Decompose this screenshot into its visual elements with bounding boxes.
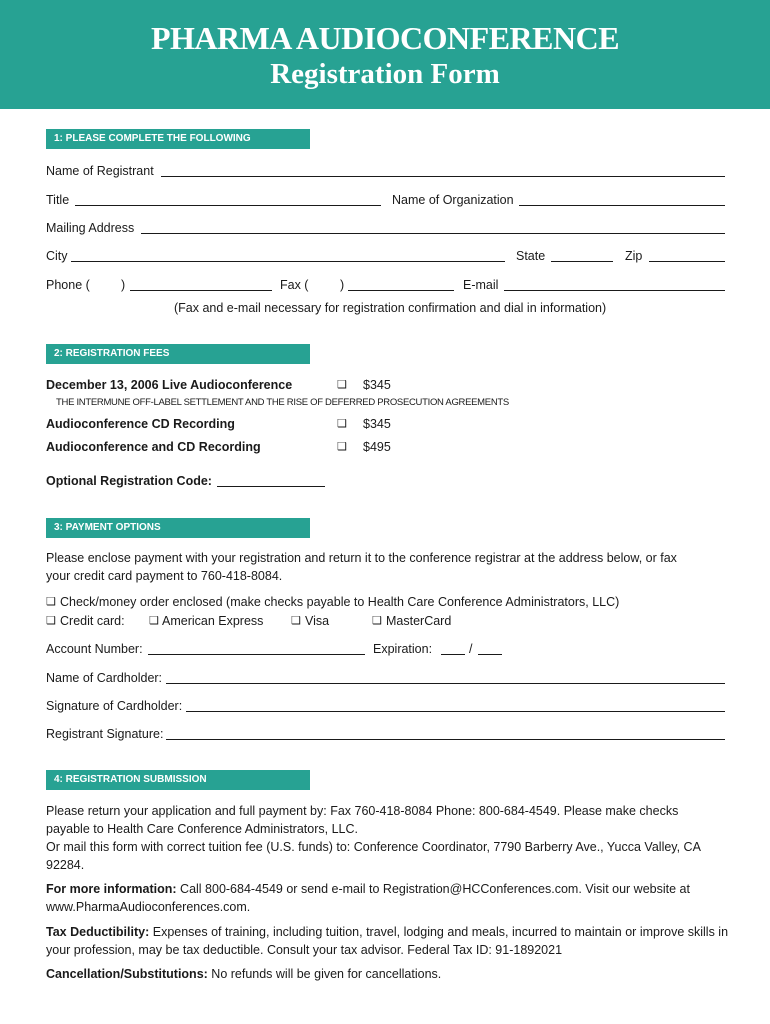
mastercard-checkbox[interactable]: ❑ [372, 615, 382, 627]
registrant-signature-field[interactable] [166, 739, 725, 740]
credit-card-checkbox[interactable]: ❑ [46, 615, 56, 627]
section-2-heading: 2: REGISTRATION FEES [46, 344, 310, 364]
cancellation-label: Cancellation/Substitutions: [46, 967, 208, 981]
tax-label: Tax Deductibility: [46, 925, 150, 939]
title-label: Title [46, 193, 70, 207]
cardholder-name-field[interactable] [166, 683, 725, 684]
fax-label: Fax ( [280, 278, 309, 292]
email-field[interactable] [504, 290, 725, 291]
payment-intro-line-2: your credit card payment to 760-418-8084. [46, 569, 283, 583]
cancellation-line [46, 967, 441, 982]
live-audioconference-label: December 13, 2006 Live Audioconference [46, 378, 293, 392]
more-info-text: Call 800-684-4549 or send e-mail to Registration@HCConferences.com. Visit our website at [176, 882, 690, 896]
audioconference-and-cd-label: Audioconference and CD Recording [46, 440, 261, 454]
submission-line-4: 92284. [46, 858, 85, 872]
visa-label: Visa [305, 614, 330, 628]
cd-recording-label: Audioconference CD Recording [46, 417, 235, 431]
cancellation-text: No refunds will be given for cancellations. [207, 967, 442, 981]
more-info-line-1 [46, 882, 690, 897]
live-audioconference-checkbox[interactable]: ❑ [337, 379, 347, 391]
organization-field[interactable] [519, 205, 725, 206]
city-field[interactable] [71, 261, 505, 262]
cardholder-signature-label: Signature of Cardholder: [46, 699, 183, 713]
audioconference-and-cd-checkbox[interactable]: ❑ [337, 441, 347, 453]
state-field[interactable] [551, 261, 613, 262]
submission-line-3: Or mail this form with correct tuition fee (U.S. funds) to: Conference Coordinator, 7790 Barberry Ave., Yucca Valley, CA [46, 840, 701, 854]
registrant-signature-label: Registrant Signature: [46, 727, 164, 741]
tax-line-2: your profession, may be tax deductible. Consult your tax advisor. Federal Tax ID: 91-1892021 [46, 943, 563, 957]
state-label: State [516, 249, 546, 263]
cardholder-signature-field[interactable] [186, 711, 725, 712]
live-audioconference-price: $345 [363, 378, 391, 392]
registration-code-field[interactable] [217, 486, 325, 487]
form-subtitle: Registration Form [270, 58, 500, 90]
conference-topic: THE INTERMUNE OFF-LABEL SETTLEMENT AND THE RISE OF DEFERRED PROSECUTION AGREEMENTS [56, 397, 509, 408]
credit-card-label: Credit card: [60, 614, 125, 628]
city-label: City [46, 249, 68, 263]
organization-label: Name of Organization [392, 193, 514, 207]
phone-field[interactable] [130, 290, 272, 291]
email-label: E-mail [463, 278, 499, 292]
name-of-registrant-field[interactable] [161, 176, 725, 177]
contact-note: (Fax and e-mail necessary for registration confirmation and dial in information) [174, 301, 607, 315]
section-3-heading: 3: PAYMENT OPTIONS [46, 518, 310, 538]
registration-code-label: Optional Registration Code: [46, 474, 212, 488]
payment-intro-line-1: Please enclose payment with your registration and return it to the conference registrar at the address below, or fax [46, 551, 677, 565]
fax-field[interactable] [348, 290, 454, 291]
mailing-address-field[interactable] [141, 233, 725, 234]
amex-label: American Express [162, 614, 264, 628]
more-info-label: For more information: [46, 882, 177, 896]
visa-checkbox[interactable]: ❑ [291, 615, 301, 627]
tax-line-1 [46, 925, 728, 940]
section-4-heading: 4: REGISTRATION SUBMISSION [46, 770, 310, 790]
form-title: PHARMA AUDIOCONFERENCE [150, 20, 620, 56]
title-field[interactable] [75, 205, 381, 206]
expiration-year-field[interactable] [478, 654, 502, 655]
cd-recording-price: $345 [363, 417, 391, 431]
name-of-registrant-label: Name of Registrant [46, 164, 154, 178]
expiration-label: Expiration: [373, 642, 433, 656]
account-number-label: Account Number: [46, 642, 143, 656]
phone-close-paren: ) [121, 278, 126, 292]
submission-line-1: Please return your application and full payment by: Fax 760-418-8084 Phone: 800-684-4549. Please make checks [46, 804, 679, 818]
phone-label: Phone ( [46, 278, 90, 292]
check-money-order-checkbox[interactable]: ❑ [46, 596, 56, 608]
audioconference-and-cd-price: $495 [363, 440, 391, 454]
cardholder-name-label: Name of Cardholder: [46, 671, 163, 685]
mastercard-label: MasterCard [386, 614, 452, 628]
section-1-heading: 1: PLEASE COMPLETE THE FOLLOWING [46, 129, 310, 149]
cd-recording-checkbox[interactable]: ❑ [337, 418, 347, 430]
expiration-separator: / [469, 642, 473, 656]
expiration-month-field[interactable] [441, 654, 465, 655]
form-header [0, 0, 770, 109]
fax-close-paren: ) [340, 278, 345, 292]
amex-checkbox[interactable]: ❑ [149, 615, 159, 627]
account-number-field[interactable] [148, 654, 365, 655]
submission-line-2: payable to Health Care Conference Administrators, LLC. [46, 822, 358, 836]
zip-field[interactable] [649, 261, 725, 262]
mailing-address-label: Mailing Address [46, 221, 135, 235]
zip-label: Zip [625, 249, 643, 263]
check-money-order-label: Check/money order enclosed (make checks payable to Health Care Conference Administrators, LLC) [60, 595, 620, 609]
tax-text: Expenses of training, including tuition, travel, lodging and meals, incurred to maintain or improve skills in [149, 925, 729, 939]
website-link[interactable]: www.PharmaAudioconferences.com. [46, 900, 251, 914]
